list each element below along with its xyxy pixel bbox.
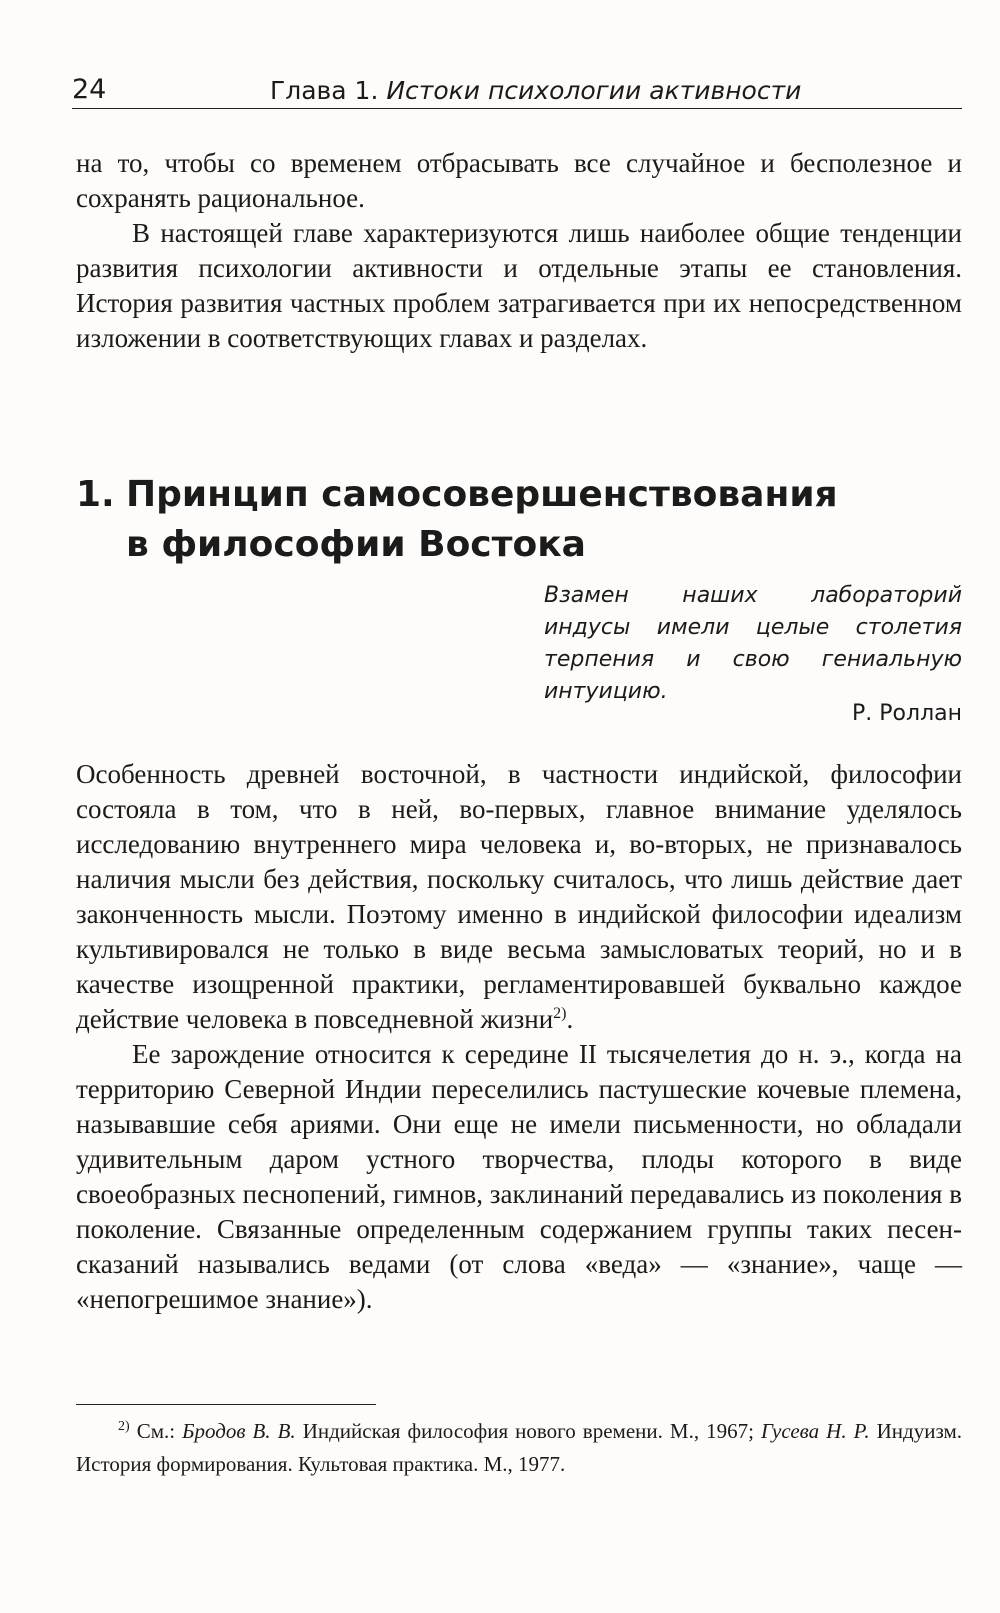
footnote-work-2: Индуизм. История формирования. Культовая практика. М., 1977. — [76, 1419, 962, 1476]
section-heading — [76, 470, 962, 570]
intro-paragraph-2: В настоящей главе характеризуются лишь наиболее общие тенденции развития психологии активности и отдельные этапы ее становления. История развития частных проблем затрагивается при их непосредственном изложении в соответствующих главах и разделах. — [76, 218, 962, 353]
running-header — [72, 62, 962, 109]
body-paragraph-1-end: . — [566, 1004, 574, 1034]
section-title-line-1: Принцип самосовершенствования — [126, 474, 838, 515]
section-title-line-2: в философии Востока — [126, 524, 586, 565]
body-paragraph-1-text: Особенность древней восточной, в частности индийской, философии состояла в том, что в ней, во-первых, главное внимание уделялось исследованию внутреннего мира человека и, во-вторых, не признавалось наличия мысли без действия, поскольку считалось, что лишь действие дает законченность мысли. Поэтому именно в индийской философии идеализм культивировался не только в виде весьма замысловатых теорий, но и в качестве изощренной практики, регламентировавшей буквально каждое действие человека в повседневной жизни — [76, 759, 962, 1034]
intro-paragraph-1: на то, чтобы со временем отбрасывать все случайное и бесполезное и сохранять рациональное. — [76, 148, 962, 213]
body-text — [76, 757, 962, 1317]
footnote-author-2: Гусева Н. Р. — [760, 1419, 870, 1443]
footnote-reference[interactable]: 2) — [553, 1005, 567, 1022]
epigraph-author: Р. Роллан — [852, 701, 962, 726]
footnote-marker: 2) — [118, 1419, 130, 1434]
epigraph-text: Взамен наших лабораторий индусы имели целые столетия терпения и свою гениальную интуицию. — [544, 583, 962, 704]
footnote-author-1: Бродов В. В. — [182, 1419, 296, 1443]
footnote-prefix: См.: — [129, 1419, 183, 1443]
chapter-label: Глава 1. — [270, 76, 387, 105]
body-paragraph-1 — [76, 757, 962, 1037]
footnote-work-1: Индийская философия нового времени. М., 1967; — [295, 1419, 761, 1443]
footnote-separator — [76, 1404, 376, 1405]
page-number: 24 — [72, 74, 107, 105]
chapter-title: Истоки психологии активности — [386, 76, 802, 105]
running-head — [270, 76, 801, 105]
intro-text — [76, 146, 962, 356]
footnote — [76, 1415, 962, 1481]
footnote-marker-wrap — [76, 1419, 130, 1443]
body-paragraph-2: Ее зарождение относится к середине II тысячелетия до н. э., когда на территорию Северной Индии переселились пастушеские кочевые племена, называвшие себя ариями. Они еще не имели письменности, но обладали удивительным даром устного творчества, плоды которого в виде своеобразных песнопений, гимнов, заклинаний передавались из поколения в поколение. Связанные определенным содержанием группы таких песен-сказаний назывались ведами (от слова «веда» — «знание», чаще — «непогрешимое знание»). — [76, 1039, 962, 1314]
section-number: 1. — [76, 474, 115, 515]
